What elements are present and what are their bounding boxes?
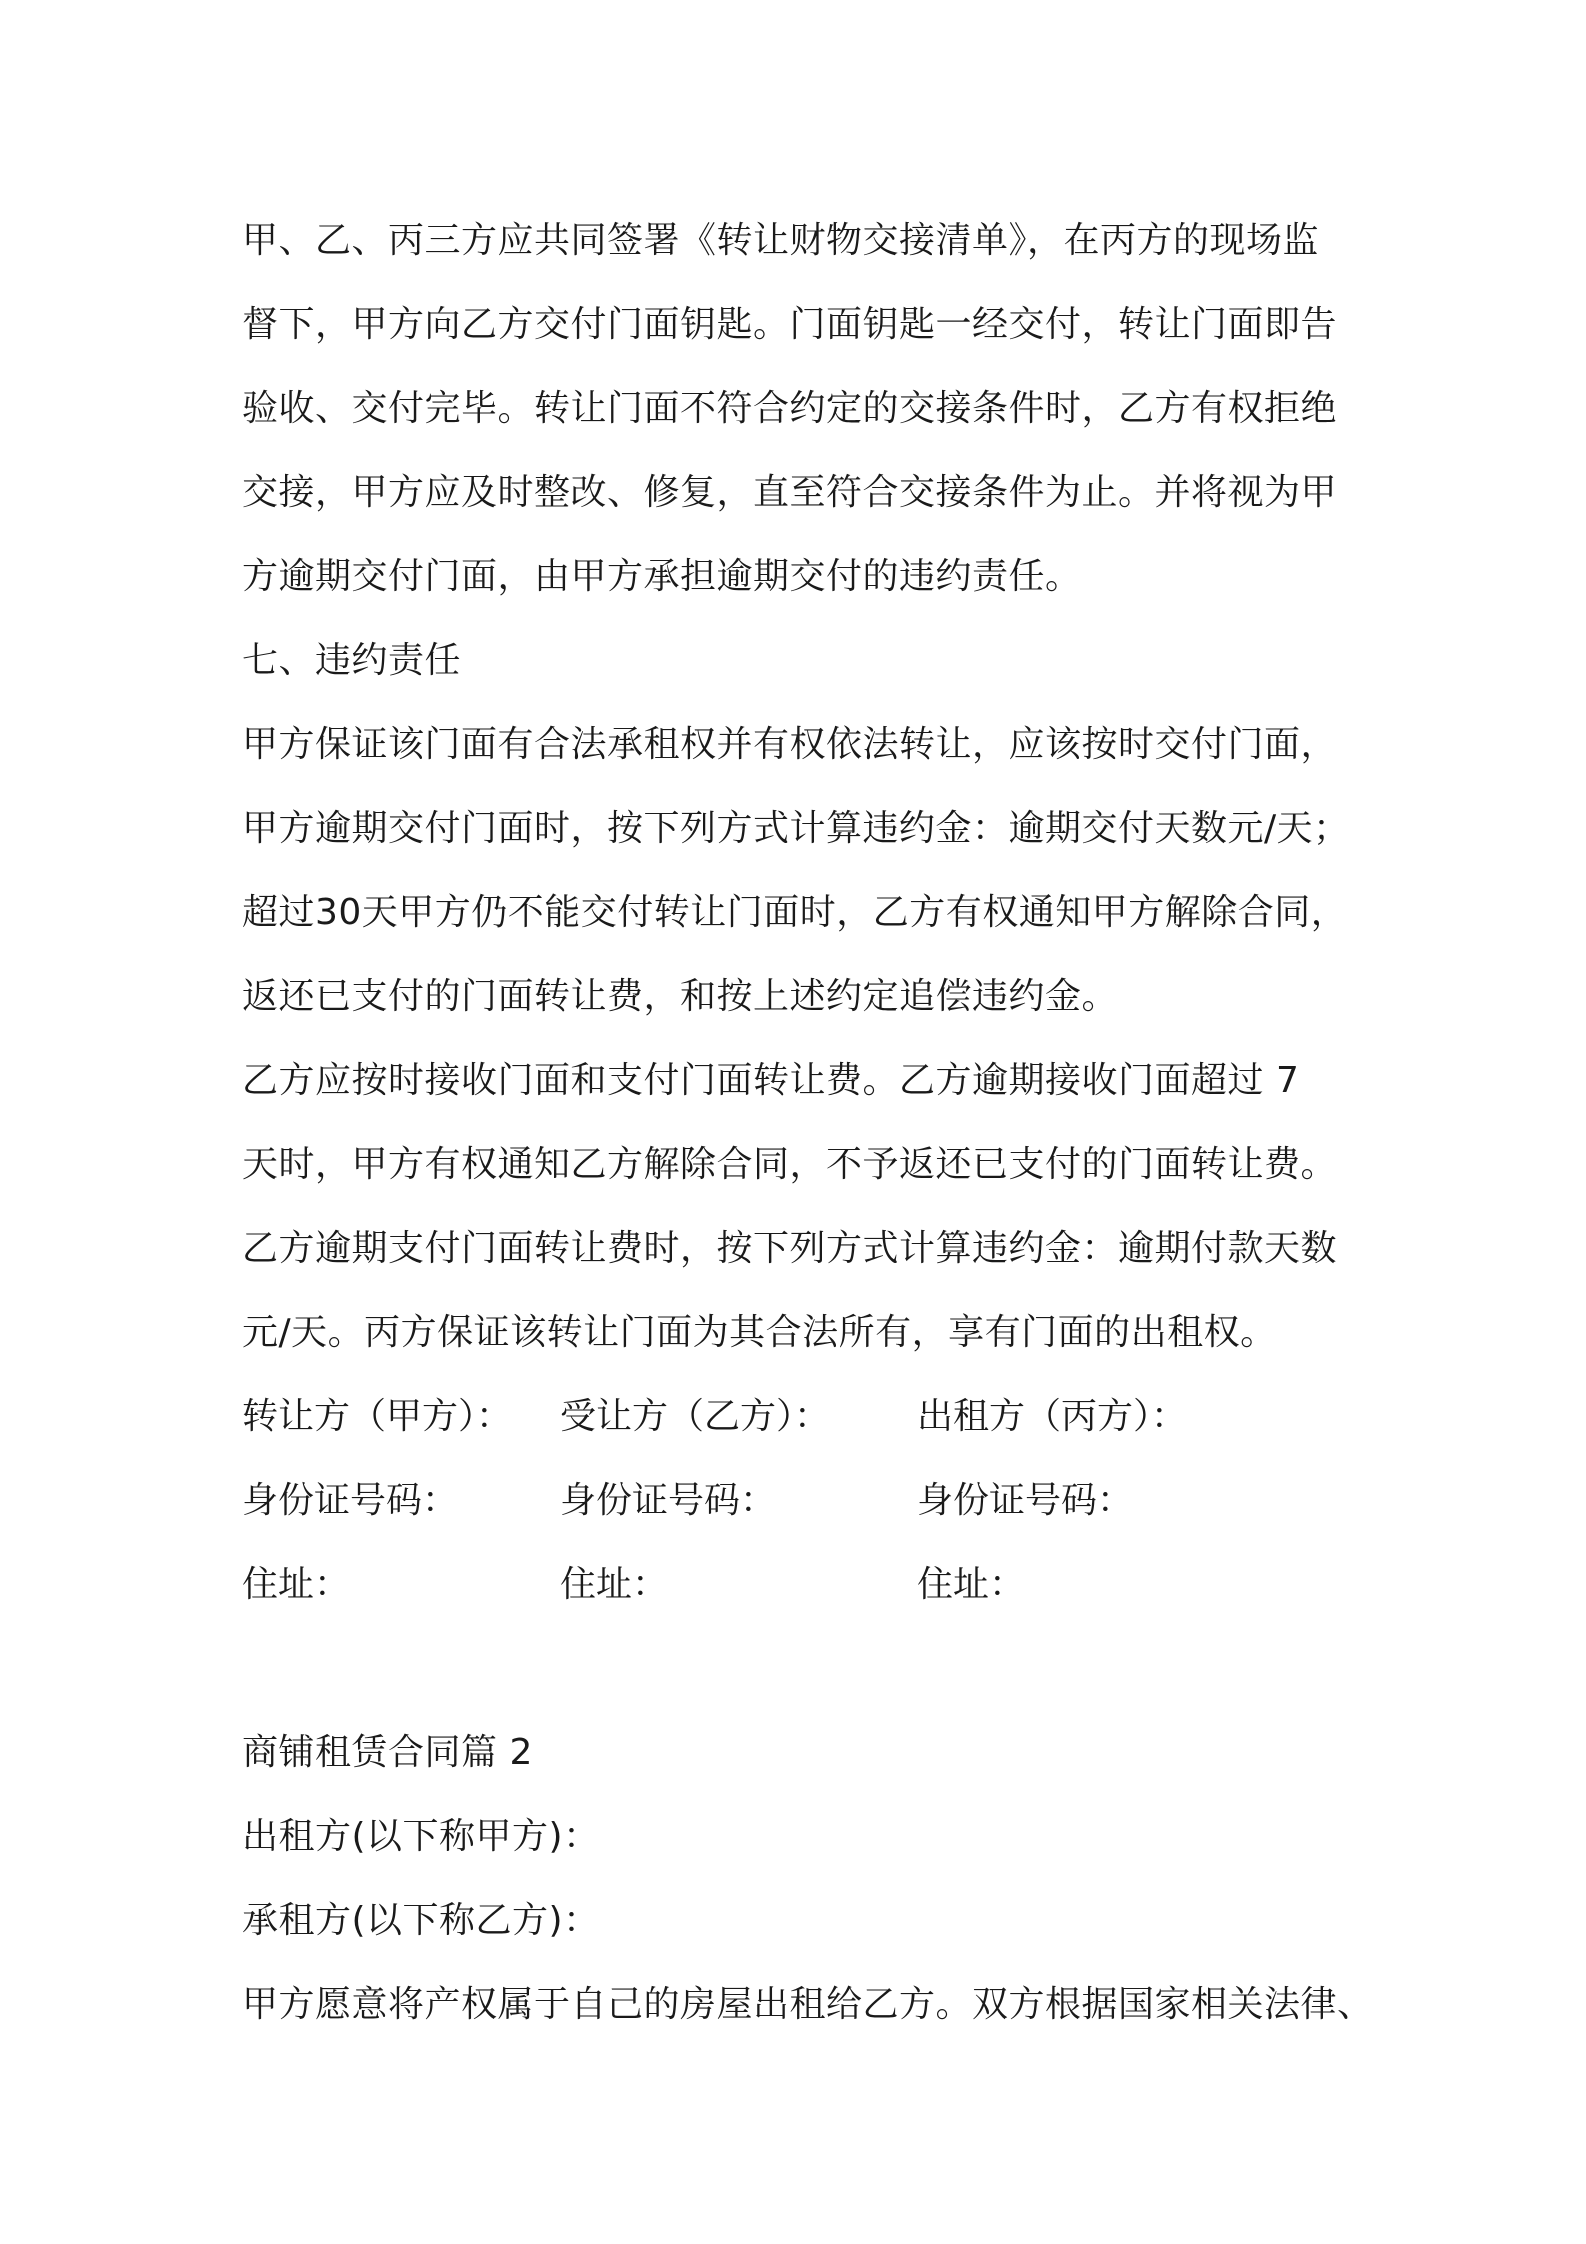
text-line: 返还已支付的门面转让费，和按上述约定追偿违约金。 (242, 976, 1119, 1017)
transferee-label: 受让方（乙方）： (560, 1396, 831, 1437)
intro-line: 甲方愿意将产权属于自己的房屋出租给乙方。双方根据国家相关法律、 (242, 1984, 1374, 2025)
text-line: 乙方应按时接收门面和支付门面转让费。乙方逾期接收门面超过 7 (242, 1060, 1300, 1101)
lessee-line: 承租方(以下称乙方)： (242, 1900, 600, 1941)
text-line: 验收、交付完毕。转让门面不符合约定的交接条件时，乙方有权拒绝 (242, 388, 1338, 429)
lessor-label: 出租方（丙方）： (917, 1396, 1188, 1437)
signature-row-parties (242, 1375, 1382, 1459)
contract-2 (242, 1711, 1382, 2047)
signature-row-address (242, 1543, 1382, 1627)
text-line: 甲方保证该门面有合法承租权并有权依法转让，应该按时交付门面， (242, 724, 1338, 765)
signature-block (242, 1375, 1382, 1627)
text-line: 超过30天甲方仍不能交付转让门面时，乙方有权通知甲方解除合同， (242, 892, 1348, 933)
text-line: 乙方逾期支付门面转让费时，按下列方式计算违约金：逾期付款天数 (242, 1228, 1338, 1269)
section-heading: 七、违约责任 (242, 640, 462, 681)
transferee-id-label: 身份证号码： (560, 1480, 777, 1521)
text-line: 天时，甲方有权通知乙方解除合同，不予返还已支付的门面转让费。 (242, 1144, 1338, 1185)
text-line: 甲方逾期交付门面时，按下列方式计算违约金：逾期交付天数元/天； (242, 808, 1350, 849)
blank-line (242, 1627, 1382, 1711)
lessor-line: 出租方(以下称甲方)： (242, 1816, 600, 1857)
paragraph-handover (242, 199, 1382, 619)
text-line: 方逾期交付门面，由甲方承担逾期交付的违约责任。 (242, 556, 1082, 597)
document-page (242, 199, 1382, 2047)
text-line: 元/天。丙方保证该转让门面为其合法所有，享有门面的出租权。 (242, 1312, 1277, 1353)
paragraph-party-b-liability (242, 1039, 1382, 1375)
contract-title: 商铺租赁合同篇 2 (242, 1732, 533, 1773)
paragraph-party-a-liability (242, 703, 1382, 1039)
transferor-id-label: 身份证号码： (242, 1480, 459, 1521)
lessor-address-label: 住址： (917, 1564, 1026, 1605)
transferor-address-label: 住址： (242, 1564, 351, 1605)
text-line: 甲、乙、丙三方应共同签署《转让财物交接清单》，在丙方的现场监 (242, 220, 1320, 261)
text-line: 交接，甲方应及时整改、修复，直至符合交接条件为止。并将视为甲 (242, 472, 1338, 513)
text-line: 督下，甲方向乙方交付门面钥匙。门面钥匙一经交付，转让门面即告 (242, 304, 1338, 345)
transferee-address-label: 住址： (560, 1564, 669, 1605)
lessor-id-label: 身份证号码： (917, 1480, 1134, 1521)
transferor-label: 转让方（甲方）： (242, 1396, 513, 1437)
signature-row-id (242, 1459, 1382, 1543)
